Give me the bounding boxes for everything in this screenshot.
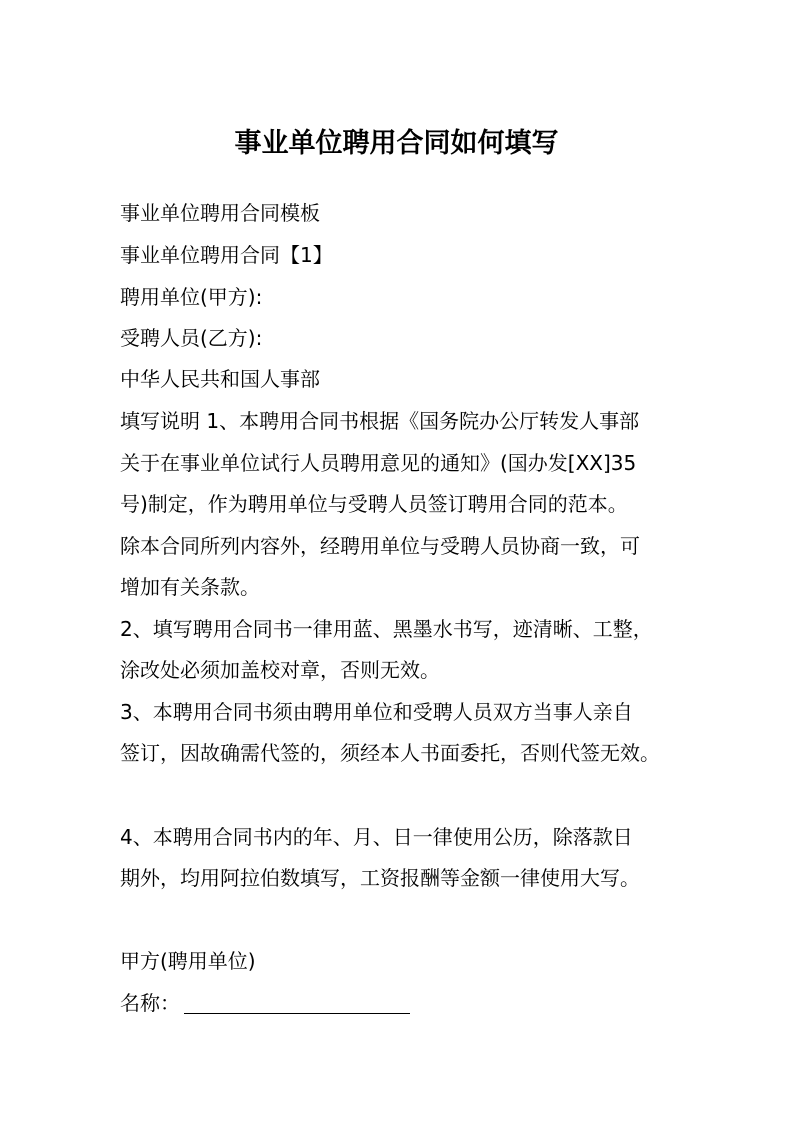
text-line: 2、填写聘用合同书一律用蓝、黑墨水书写，迹清晰、工整，: [120, 617, 653, 641]
name-label: 名称：: [120, 991, 180, 1015]
document-title: 事业单位聘用合同如何填写: [234, 128, 559, 159]
name-blank-line: [184, 993, 410, 1014]
text-line: 中华人民共和国人事部: [120, 367, 320, 391]
name-field: [120, 989, 410, 1017]
text-line: 4、本聘用合同书内的年、月、日一律使用公历，除落款日: [120, 825, 633, 849]
text-line: 受聘人员(乙方):: [120, 326, 263, 350]
text-line: 聘用单位(甲方):: [120, 285, 263, 309]
text-line: 填写说明 1、本聘用合同书根据《国务院办公厅转发人事部: [120, 409, 640, 433]
text-line: 增加有关条款。: [120, 575, 260, 599]
text-line: 事业单位聘用合同【1】: [120, 243, 333, 267]
text-line: 关于在事业单位试行人员聘用意见的通知》(国办发[XX]35: [120, 451, 637, 475]
text-line: 签订，因故确需代签的，须经本人书面委托，否则代签无效。: [120, 741, 660, 765]
text-line: 除本合同所列内容外，经聘用单位与受聘人员协商一致，可: [120, 534, 640, 558]
text-line: 涂改处必须加盖校对章，否则无效。: [120, 658, 440, 682]
text-line: 事业单位聘用合同模板: [120, 201, 320, 225]
text-line: 3、本聘用合同书须由聘用单位和受聘人员双方当事人亲自: [120, 700, 633, 724]
text-line: 期外，均用阿拉伯数填写，工资报酬等金额一律使用大写。: [120, 866, 640, 890]
text-line: 号)制定，作为聘用单位与受聘人员签订聘用合同的范本。: [120, 492, 628, 516]
party-a-heading: 甲方(聘用单位): [120, 949, 256, 973]
